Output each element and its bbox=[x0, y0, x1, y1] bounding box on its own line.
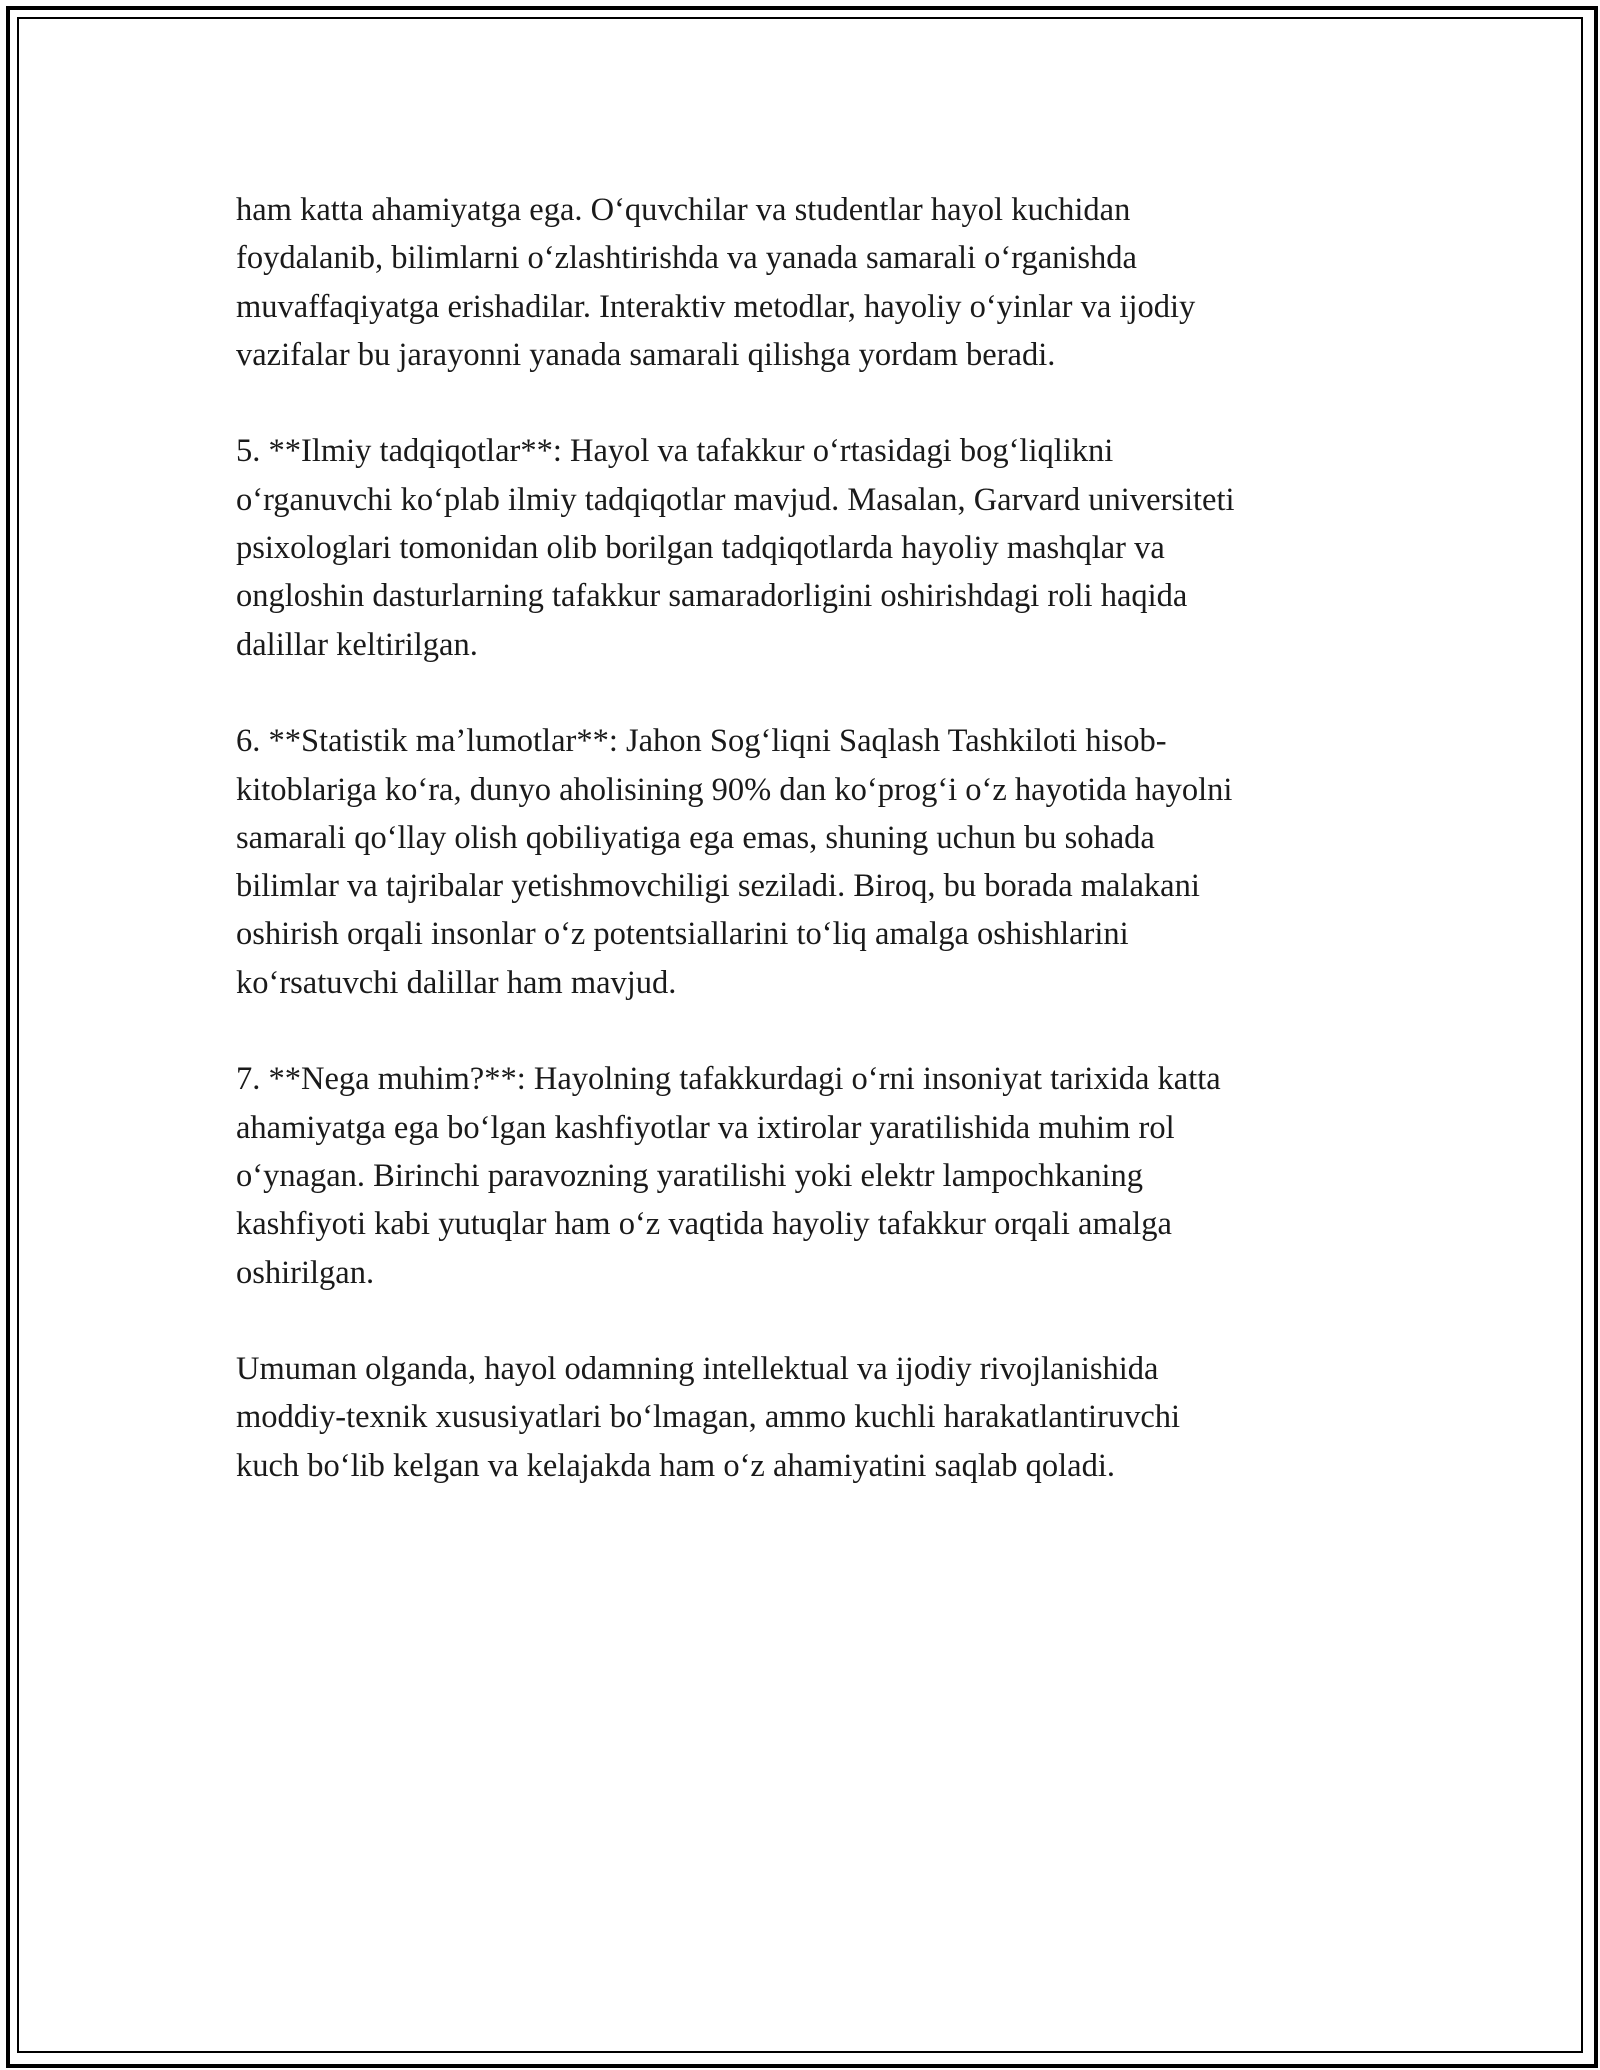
paragraph-ilmiy-tadqiqotlar: 5. **Ilmiy tadqiqotlar**: Hayol va tafakkur o‘rtasidagi bog‘liqlikni o‘rganuvchi ko‘plab ilmiy tadqiqotlar mavjud. Masalan, Garvard universiteti psixologlari tomonidan olib borilgan tadqiqotlarda hayoliy mashqlar va ongloshin dasturlarning tafakkur samaradorligini oshirishdagi roli haqida dalillar keltirilgan. bbox=[236, 433, 1235, 663]
paragraph-intro-continuation: ham katta ahamiyatga ega. O‘quvchilar va studentlar hayol kuchidan foydalanib, bilimlarni o‘zlashtirishda va yanada samarali o‘rganishda muvaffaqiyatga erishadilar. Interaktiv metodlar, hayoliy o‘yinlar va ijodiy vazifalar bu jarayonni yanada samarali qilishga yordam beradi. bbox=[236, 192, 1196, 373]
paragraph-nega-muhim: 7. **Nega muhim?**: Hayolning tafakkurdagi o‘rni insoniyat tarixida katta ahamiyatga ega bo‘lgan kashfiyotlar va ixtirolar yaratilishida muhim rol o‘ynagan. Birinchi paravozning yaratilishi yoki elektr lampochkaning kashfiyoti kabi yutuqlar ham o‘z vaqtida hayoliy tafakkur orqali amalga oshirilgan. bbox=[236, 1061, 1221, 1291]
paragraph-conclusion: Umuman olganda, hayol odamning intellektual va ijodiy rivojlanishida moddiy-texnik xususiyatlari bo‘lmagan, ammo kuchli harakatlantiruvchi kuch bo‘lib kelgan va kelajakda ham o‘z ahamiyatini saqlab qoladi. bbox=[236, 1351, 1181, 1484]
paragraph-statistik-malumotlar: 6. **Statistik ma’lumotlar**: Jahon Sog‘liqni Saqlash Tashkiloti hisob- kitoblariga ko‘ra, dunyo aholisining 90% dan ko‘prog‘i o‘z hayotida hayolni samarali qo‘llay olish qobiliyatiga ega emas, shuning uchun bu sohada bilimlar va tajribalar yetishmovchiligi seziladi. Biroq, bu borada malakani oshirish orqali insonlar o‘z potentsiallarini to‘liq amalga oshishlarini ko‘rsatuvchi dalillar ham mavjud. bbox=[236, 723, 1233, 1001]
document-body bbox=[236, 186, 1376, 1538]
